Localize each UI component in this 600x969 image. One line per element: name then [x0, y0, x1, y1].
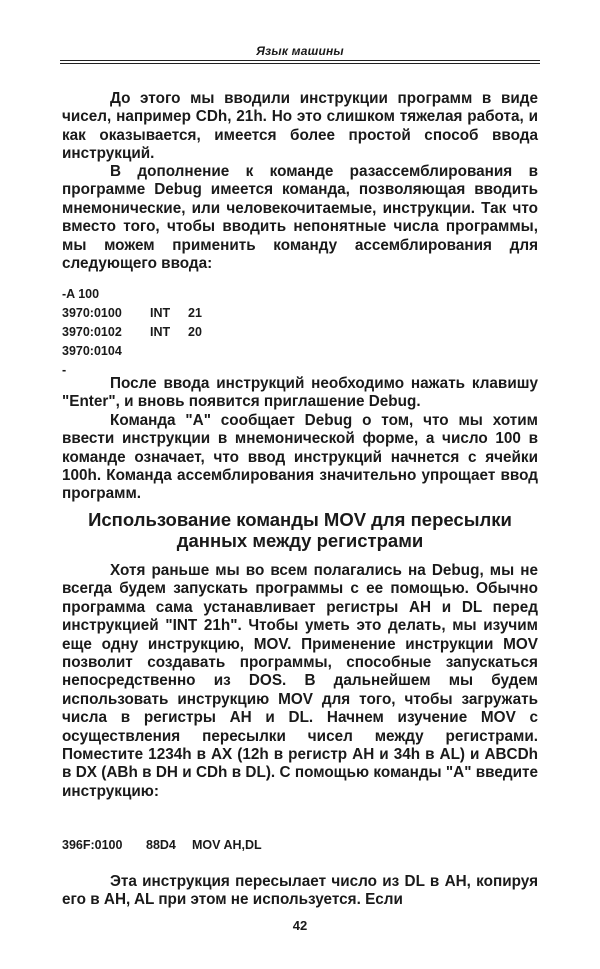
section-heading: [60, 509, 540, 551]
paragraph-mov-explanation: [62, 873, 538, 910]
code-line: [62, 285, 362, 304]
code-line: [62, 323, 362, 342]
debug-code-listing: [62, 285, 362, 380]
code-operand: 21: [188, 306, 202, 320]
code-opcode: INT: [150, 306, 171, 320]
code-operand: 20: [188, 325, 202, 339]
page-number: 42: [292, 918, 308, 933]
header-rule: [60, 63, 540, 64]
section-heading-line: данных между регистрами: [176, 530, 424, 551]
paragraph-mov-intro: [62, 562, 538, 801]
paragraph-intro: [62, 90, 538, 164]
header-rule: [60, 60, 540, 61]
code-line: [62, 304, 362, 323]
code-line: [62, 342, 362, 361]
code-command: -A 100: [62, 287, 100, 301]
mov-code-example: [62, 838, 362, 852]
code-machine-bytes: 88D4: [146, 838, 176, 852]
paragraph-text: После ввода инструкций необходимо нажать клавишу "Enter", и вновь появится приглашение Debug.: [62, 375, 538, 411]
code-instruction: MOV AH,DL: [192, 838, 262, 852]
code-address: 3970:0102: [62, 325, 122, 339]
paragraph-text: Команда "A" сообщает Debug о том, что мы хотим ввести инструкции в мнемонической форме, а число 100 в команде означает, что ввод инструкций начнется с ячейки 100h. Команда ассемблирования значительно упрощает ввод программ.: [62, 411, 538, 503]
paragraph-text: В дополнение к команде разассемблирования в программе Debug имеется команда, позволяющая вводить мнемонические, или человекочитаемые, инструкции. Так что вместо того, чтобы вводить непонятные числа программы, мы можем применить команду ассемблирования для следующего ввода:: [62, 163, 538, 273]
paragraph-text: Эта инструкция пересылает число из DL в AH, копируя его в AH, AL при этом не используется. Если: [62, 873, 538, 909]
paragraph-after-input: [62, 375, 538, 504]
running-header: Язык машины: [256, 44, 344, 58]
code-address: 3970:0100: [62, 306, 122, 320]
code-address: 3970:0104: [62, 344, 122, 358]
paragraph-assemble-command: [62, 163, 538, 273]
paragraph-text: До этого мы вводили инструкции программ в виде чисел, например CDh, 21h. Но это слишком тяжелая работа, и как оказывается, имеется более простой способ ввода инструкций.: [62, 90, 538, 163]
code-address: 396F:0100: [62, 838, 123, 852]
code-opcode: INT: [150, 325, 171, 339]
section-heading-line: Использование команды MOV для пересылки: [88, 509, 512, 530]
code-prompt: -: [62, 363, 67, 377]
paragraph-text: Хотя раньше мы во всем полагались на Debug, мы не всегда будем запускать программы с ее помощью. Обычно программа сама устанавливает регистры AH и DL перед инструкцией "INT 21h". Чтобы уметь это делать, мы изучим еще одну инструкцию, MOV. Применение инструкции MOV позволит создавать программы, способные запускаться непосредственно из DOS. В дальнейшем мы будем использовать инструкцию MOV для того, чтобы загружать числа в регистры AH и DL. Начнем изучение MOV с осуществления пересылки чисел между регистрами. Поместите 1234h в AX (12h в регистр AH и 34h в AL) и ABCDh в DX (ABh в DH и CDh в DL). С помощью команды "A" введите инструкцию:: [62, 562, 538, 800]
